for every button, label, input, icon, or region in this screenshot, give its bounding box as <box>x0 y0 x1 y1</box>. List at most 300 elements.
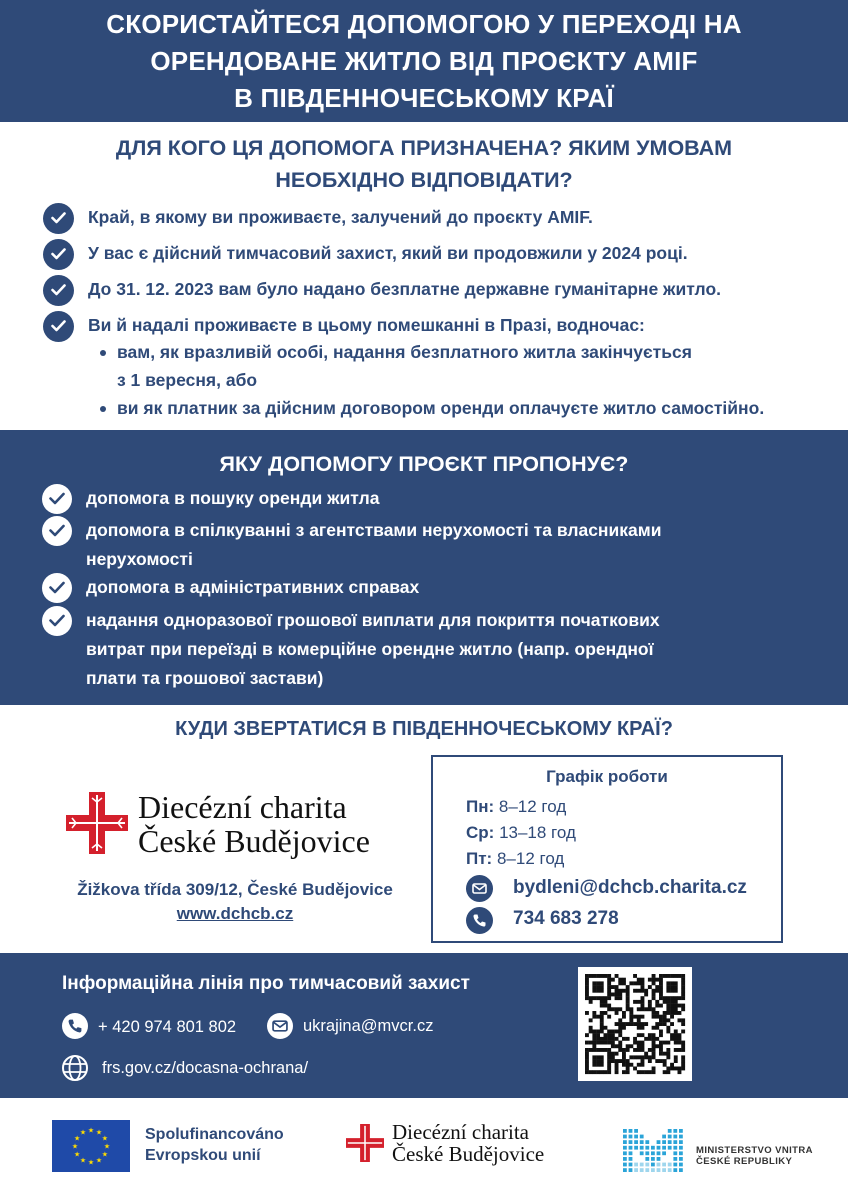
ministry-logo-dot <box>679 1151 683 1155</box>
qr-module <box>659 985 663 989</box>
qr-module <box>681 1007 685 1011</box>
qr-module <box>622 989 626 993</box>
qr-module <box>629 1044 633 1048</box>
ministry-logo-dot <box>668 1146 672 1150</box>
qr-module <box>626 1007 630 1011</box>
qr-module <box>615 993 619 997</box>
qr-module <box>589 974 593 978</box>
qr-module <box>674 974 678 978</box>
qr-module <box>615 989 619 993</box>
qr-module <box>607 1055 611 1059</box>
qr-module <box>637 1063 641 1067</box>
qr-module <box>641 1063 645 1067</box>
qr-module <box>659 1044 663 1048</box>
qr-module <box>615 1030 619 1034</box>
header-title-line-2: ОРЕНДОВАНЕ ЖИТЛО ВІД ПРОЄКТУ AMIF <box>150 46 698 76</box>
qr-module <box>655 1000 659 1004</box>
qr-module <box>600 1048 604 1052</box>
qr-module <box>648 1055 652 1059</box>
ministry-logo-dot <box>673 1146 677 1150</box>
ministry-line-2: ČESKÉ REPUBLIKY <box>696 1156 793 1167</box>
ministry-logo-dot <box>640 1146 644 1150</box>
ministry-logo-dot <box>651 1151 655 1155</box>
condition-text: Ви й надалі проживаєте в цьому помешканні в Празі, водночас: <box>88 315 645 335</box>
qr-module <box>622 1011 626 1015</box>
qr-module <box>666 1026 670 1030</box>
qr-module <box>641 978 645 982</box>
qr-module <box>674 1067 678 1071</box>
qr-module <box>659 993 663 997</box>
ministry-logo-dot <box>668 1163 672 1167</box>
qr-module <box>666 1055 670 1059</box>
qr-module <box>622 1022 626 1026</box>
ministry-logo-dot <box>645 1163 649 1167</box>
qr-module <box>600 1059 604 1063</box>
qr-module <box>652 974 656 978</box>
qr-module <box>637 1026 641 1030</box>
qr-module <box>659 1030 663 1034</box>
qr-module <box>633 1000 637 1004</box>
ministry-logo-dot <box>657 1163 661 1167</box>
qr-module <box>600 989 604 993</box>
qr-module <box>626 1048 630 1052</box>
qr-module <box>652 1052 656 1056</box>
qr-module <box>626 1037 630 1041</box>
ministry-logo-dot <box>651 1168 655 1172</box>
qr-module <box>618 996 622 1000</box>
qr-module <box>655 1026 659 1030</box>
qr-module <box>607 1015 611 1019</box>
ministry-logo-dot <box>634 1168 638 1172</box>
ministry-line-1: MINISTERSTVO VNITRA <box>696 1145 813 1156</box>
offer-item-text: допомога в адміністративних справах <box>86 577 420 597</box>
qr-module <box>618 978 622 982</box>
qr-module <box>633 1015 637 1019</box>
qr-module <box>618 1007 622 1011</box>
qr-module <box>592 996 596 1000</box>
qr-module <box>652 981 656 985</box>
qr-module <box>589 1048 593 1052</box>
sub-item-text-line-2: з 1 вересня, або <box>117 370 258 390</box>
qr-module <box>674 1007 678 1011</box>
qr-module <box>607 1052 611 1056</box>
eu-star: ★ <box>74 1134 81 1143</box>
qr-module <box>652 1041 656 1045</box>
qr-module <box>600 985 604 989</box>
qr-module <box>659 978 663 982</box>
qr-module <box>666 1007 670 1011</box>
qr-module <box>678 1004 682 1008</box>
qr-module <box>648 978 652 982</box>
qr-module <box>585 981 589 985</box>
qr-module <box>641 1033 645 1037</box>
contact-phone[interactable]: 734 683 278 <box>513 908 619 929</box>
qr-module <box>659 1018 663 1022</box>
qr-module <box>607 1007 611 1011</box>
qr-module <box>592 1059 596 1063</box>
qr-module <box>641 1004 645 1008</box>
ministry-logo <box>620 1126 686 1181</box>
qr-module <box>633 1022 637 1026</box>
qr-module <box>678 1070 682 1074</box>
qr-module <box>600 974 604 978</box>
qr-module <box>611 1030 615 1034</box>
qr-module <box>596 1015 600 1019</box>
qr-module <box>648 1000 652 1004</box>
qr-module <box>681 1041 685 1045</box>
hours-day: Пн: <box>466 797 495 816</box>
qr-module <box>681 1022 685 1026</box>
qr-module <box>622 981 626 985</box>
qr-module <box>592 974 596 978</box>
qr-module <box>596 1070 600 1074</box>
qr-module <box>670 981 674 985</box>
qr-module <box>674 996 678 1000</box>
qr-module <box>592 1041 596 1045</box>
qr-module <box>626 1000 630 1004</box>
qr-module <box>589 1026 593 1030</box>
qr-module <box>681 974 685 978</box>
qr-module <box>666 989 670 993</box>
qr-module <box>637 1055 641 1059</box>
hours-day: Пт: <box>466 849 493 868</box>
qr-code[interactable] <box>578 967 692 1081</box>
qr-module <box>666 1000 670 1004</box>
qr-module <box>607 993 611 997</box>
qr-module <box>670 989 674 993</box>
qr-module <box>607 989 611 993</box>
qr-module <box>633 1067 637 1071</box>
qr-module <box>604 1041 608 1045</box>
check-icon <box>43 311 74 342</box>
qr-module <box>655 1044 659 1048</box>
qr-module <box>633 981 637 985</box>
qr-module <box>655 989 659 993</box>
check-icon <box>42 484 72 514</box>
qr-module <box>633 974 637 978</box>
qr-module <box>652 1044 656 1048</box>
ministry-logo-dot <box>640 1163 644 1167</box>
info-email[interactable]: ukrajina@mvcr.cz <box>303 1017 434 1035</box>
qr-module <box>618 1048 622 1052</box>
ministry-logo-dot <box>679 1135 683 1139</box>
qr-module <box>644 1022 648 1026</box>
qr-module <box>648 1007 652 1011</box>
qr-module <box>652 1055 656 1059</box>
info-web[interactable]: frs.gov.cz/docasna-ochrana/ <box>102 1059 309 1077</box>
qr-module <box>615 985 619 989</box>
qr-module <box>666 1041 670 1045</box>
qr-module <box>637 1015 641 1019</box>
qr-module <box>666 1011 670 1015</box>
qr-module <box>681 989 685 993</box>
hours-title: Графік роботи <box>546 767 668 786</box>
qr-module <box>670 1007 674 1011</box>
qr-module <box>629 1022 633 1026</box>
ministry-logo-dot <box>662 1135 666 1139</box>
offer-title: ЯКУ ДОПОМОГУ ПРОЄКТ ПРОПОНУЄ? <box>219 452 629 476</box>
envelope-icon <box>466 875 493 902</box>
qr-module <box>618 1026 622 1030</box>
qr-module <box>629 981 633 985</box>
qr-module <box>615 1059 619 1063</box>
qr-module <box>615 1022 619 1026</box>
ministry-logo-dot <box>679 1157 683 1161</box>
ministry-logo-dot <box>679 1146 683 1150</box>
bullet-dot <box>100 350 106 356</box>
qr-module <box>615 1070 619 1074</box>
qr-module <box>618 1044 622 1048</box>
header-title-line-3: В ПІВДЕННОЧЕСЬКОМУ КРАЇ <box>234 83 614 113</box>
qr-module <box>618 993 622 997</box>
qr-module <box>607 985 611 989</box>
qr-module <box>674 981 678 985</box>
qr-module <box>659 981 663 985</box>
footer-logos <box>0 1098 848 1200</box>
qr-module <box>596 1059 600 1063</box>
sub-item-text-line-1: вам, як вразливій особі, надання безплатного житла закінчується <box>117 342 692 362</box>
qr-module <box>618 989 622 993</box>
qr-module <box>637 1033 641 1037</box>
hours-time: 8–12 год <box>498 797 567 816</box>
ministry-logo-dot <box>662 1163 666 1167</box>
qr-module <box>600 1000 604 1004</box>
qr-module <box>652 1067 656 1071</box>
qr-module <box>648 1033 652 1037</box>
qr-module <box>652 993 656 997</box>
qr-module <box>659 1052 663 1056</box>
qr-module <box>618 1030 622 1034</box>
ministry-logo-dot <box>673 1163 677 1167</box>
qr-module <box>607 978 611 982</box>
ministry-logo-dot <box>645 1140 649 1144</box>
qr-module <box>622 1026 626 1030</box>
qr-module <box>596 1037 600 1041</box>
qr-module <box>618 1033 622 1037</box>
qr-module <box>670 1067 674 1071</box>
qr-module <box>615 1007 619 1011</box>
qr-module <box>600 1026 604 1030</box>
qr-module <box>596 996 600 1000</box>
eu-cofinanced-label <box>145 1124 284 1166</box>
qr-module <box>622 1037 626 1041</box>
ministry-logo-dot <box>668 1129 672 1133</box>
qr-module <box>592 1011 596 1015</box>
offer-item-text-line-1: допомога в спілкуванні з агентствами нерухомості та власниками <box>86 520 662 540</box>
ministry-logo-dot <box>623 1129 627 1133</box>
qr-module <box>604 1004 608 1008</box>
qr-module <box>644 989 648 993</box>
qr-module <box>604 1070 608 1074</box>
qr-module <box>648 1037 652 1041</box>
qr-module <box>600 1041 604 1045</box>
ministry-logo-dot <box>651 1163 655 1167</box>
hours-day: Ср: <box>466 823 495 842</box>
qr-module <box>681 1030 685 1034</box>
check-icon <box>42 573 72 603</box>
ministry-logo-dot <box>657 1140 661 1144</box>
qr-module <box>585 1055 589 1059</box>
qr-module <box>663 1070 667 1074</box>
ministry-logo-dot <box>673 1151 677 1155</box>
qr-module <box>659 996 663 1000</box>
qr-module <box>607 1059 611 1063</box>
qr-module <box>600 1055 604 1059</box>
qr-module <box>600 1015 604 1019</box>
qr-module <box>666 1018 670 1022</box>
qr-module <box>641 1000 645 1004</box>
condition-text: До 31. 12. 2023 вам було надано безплатне державне гуманітарне житло. <box>88 279 721 299</box>
qr-module <box>663 1018 667 1022</box>
ministry-logo-dot <box>679 1163 683 1167</box>
info-phone[interactable]: + 420 974 801 802 <box>98 1018 237 1036</box>
qr-module <box>663 1015 667 1019</box>
qr-module <box>611 978 615 982</box>
qr-module <box>600 1018 604 1022</box>
qr-module <box>655 1004 659 1008</box>
qr-module <box>592 1044 596 1048</box>
qr-module <box>641 1022 645 1026</box>
qr-module <box>663 1052 667 1056</box>
qr-module <box>670 1063 674 1067</box>
header-title-line-1: СКОРИСТАЙТЕСЯ ДОПОМОГОЮ У ПЕРЕХОДІ НА <box>106 9 742 39</box>
ministry-logo-dot <box>634 1146 638 1150</box>
ministry-logo-dot <box>629 1140 633 1144</box>
qr-module <box>670 1000 674 1004</box>
qr-module <box>629 1055 633 1059</box>
qr-module <box>670 1037 674 1041</box>
qr-module <box>618 1022 622 1026</box>
qr-module <box>611 1041 615 1045</box>
qr-module <box>663 1000 667 1004</box>
website-link[interactable]: www.dchcb.cz <box>176 904 294 923</box>
qr-module <box>644 1007 648 1011</box>
qr-module <box>600 1063 604 1067</box>
qr-module <box>637 989 641 993</box>
ministry-logo-dot <box>662 1140 666 1144</box>
qr-module <box>626 996 630 1000</box>
qr-module <box>629 1011 633 1015</box>
ministry-logo-dot <box>657 1151 661 1155</box>
offer-item-text-line-1: надання одноразової грошової виплати для покриття початкових <box>86 610 660 630</box>
contact-email[interactable]: bydleni@dchcb.charita.cz <box>513 877 747 898</box>
eu-star: ★ <box>101 1134 108 1143</box>
qr-module <box>644 993 648 997</box>
qr-module <box>637 1007 641 1011</box>
check-icon <box>43 275 74 306</box>
charity-name-line-1: Diecézní charita <box>138 789 347 825</box>
ministry-logo-dot <box>640 1135 644 1139</box>
qr-module <box>678 1041 682 1045</box>
eu-star: ★ <box>95 1156 103 1165</box>
ministry-logo-dot <box>662 1146 666 1150</box>
ministry-logo-dot <box>673 1140 677 1144</box>
qr-module <box>615 1044 619 1048</box>
qr-module <box>585 1063 589 1067</box>
qr-module <box>600 1004 604 1008</box>
qr-module <box>589 1018 593 1022</box>
qr-module <box>641 996 645 1000</box>
qr-module <box>641 1055 645 1059</box>
qr-module <box>670 1022 674 1026</box>
hours-row <box>466 823 576 843</box>
ministry-logo-dot <box>679 1129 683 1133</box>
qr-module <box>648 1070 652 1074</box>
qr-module <box>611 1037 615 1041</box>
qr-module <box>644 1037 648 1041</box>
ministry-logo-dot <box>629 1146 633 1150</box>
qr-module <box>633 1055 637 1059</box>
qr-module <box>604 1026 608 1030</box>
qr-module <box>604 1033 608 1037</box>
envelope-icon <box>267 1013 293 1039</box>
qr-module <box>592 989 596 993</box>
qr-module <box>626 1067 630 1071</box>
qr-module <box>615 974 619 978</box>
qr-module <box>592 985 596 989</box>
qr-module <box>626 993 630 997</box>
qr-module <box>681 978 685 982</box>
qr-module <box>585 974 589 978</box>
qr-module <box>648 1059 652 1063</box>
qr-module <box>637 981 641 985</box>
qr-module <box>611 1044 615 1048</box>
qr-module <box>629 1063 633 1067</box>
charity-cross-logo <box>346 1124 384 1162</box>
qr-module <box>626 1070 630 1074</box>
qr-module <box>674 985 678 989</box>
hours-row <box>466 849 564 869</box>
qr-module <box>607 1048 611 1052</box>
qr-module <box>618 1018 622 1022</box>
qr-module <box>674 1059 678 1063</box>
qr-module <box>666 1052 670 1056</box>
qr-module <box>626 1059 630 1063</box>
ministry-logo-dot <box>634 1135 638 1139</box>
qr-module <box>611 1007 615 1011</box>
ministry-logo-dot <box>623 1135 627 1139</box>
qr-module <box>604 1048 608 1052</box>
qr-module <box>592 1063 596 1067</box>
qr-module <box>681 1044 685 1048</box>
qr-module <box>633 1048 637 1052</box>
eligibility-title-line-1: ДЛЯ КОГО ЦЯ ДОПОМОГА ПРИЗНАЧЕНА? ЯКИМ УМОВАМ <box>115 136 733 160</box>
ministry-logo-dot <box>679 1140 683 1144</box>
offer-item-text: допомога в пошуку оренди житла <box>86 488 380 508</box>
qr-module <box>592 1048 596 1052</box>
qr-module <box>655 1015 659 1019</box>
ministry-logo-dot <box>673 1157 677 1161</box>
qr-module <box>681 993 685 997</box>
qr-module <box>674 1033 678 1037</box>
qr-module <box>670 996 674 1000</box>
qr-module <box>663 1041 667 1045</box>
ministry-logo-dot <box>668 1168 672 1172</box>
qr-module <box>592 1033 596 1037</box>
ministry-logo-dot <box>651 1146 655 1150</box>
qr-module <box>674 1055 678 1059</box>
qr-module <box>663 1063 667 1067</box>
qr-module <box>607 1067 611 1071</box>
qr-module <box>637 1022 641 1026</box>
qr-module <box>655 1011 659 1015</box>
ministry-logo-dot <box>673 1135 677 1139</box>
qr-module <box>600 1030 604 1034</box>
ministry-logo-dot <box>673 1129 677 1133</box>
qr-module <box>626 1063 630 1067</box>
qr-module <box>585 1011 589 1015</box>
ministry-logo-dot <box>668 1140 672 1144</box>
